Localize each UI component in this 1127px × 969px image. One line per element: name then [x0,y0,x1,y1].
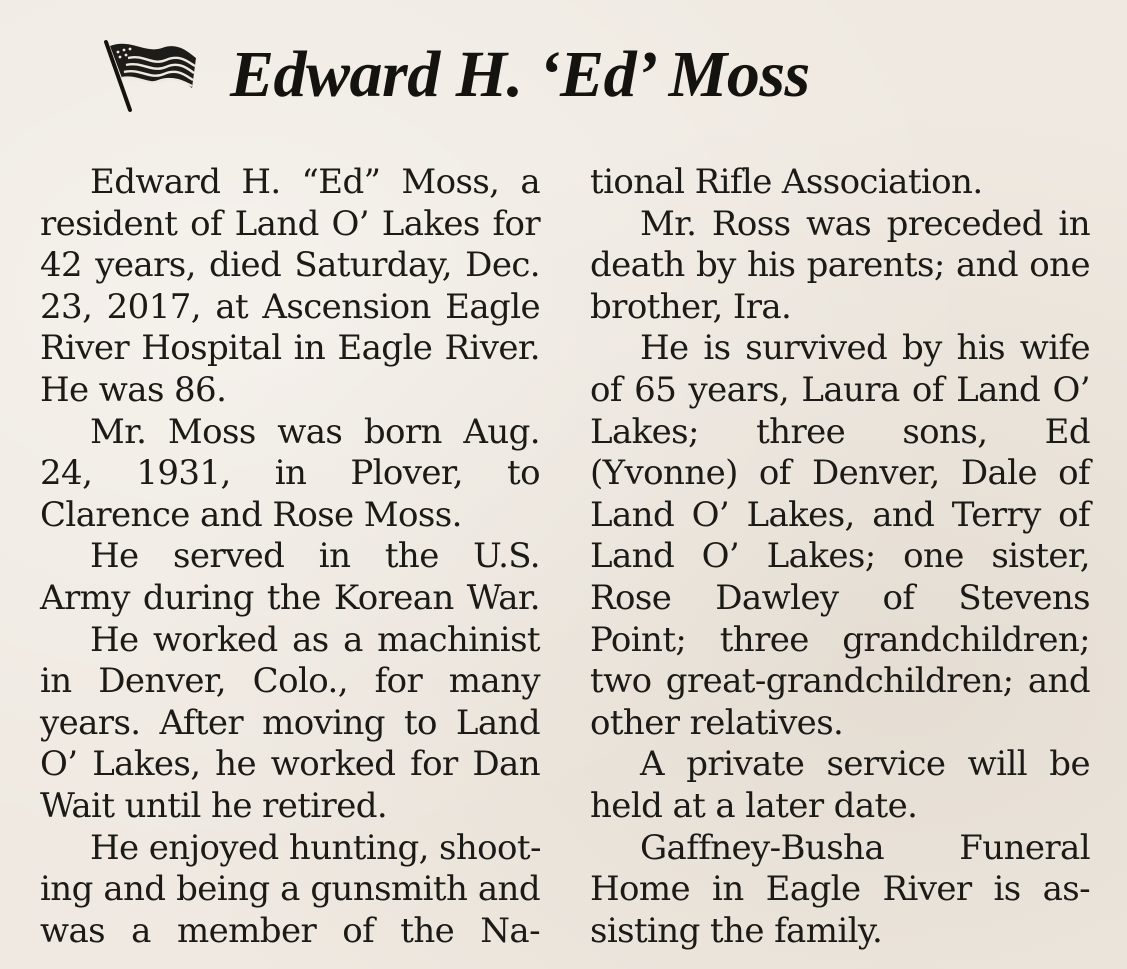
text-line: tional Rifle Association. [590,162,983,202]
text-line: Lakes; three sons, Ed [590,411,1090,452]
text-line: He served in the U.S. [90,536,540,577]
text-column-left [40,162,540,952]
text-line: (Yvonne) of Denver, Dale of [590,453,1090,494]
text-column-right [590,162,1090,952]
text-line: Land O’ Lakes; one sister, [590,536,1090,577]
text-line: Point; three grandchildren; [590,619,1090,660]
text-line: He enjoyed hunting, shoot- [90,827,541,868]
headline [100,30,810,120]
text-line: Home in Eagle River is as- [590,869,1090,910]
text-line: brother, Ira. [590,286,792,327]
text-line: River Hospital in Eagle River. [40,328,540,369]
text-line: sisting the family. [590,910,883,951]
text-line: death by his parents; and one [590,245,1090,286]
text-line: of 65 years, Laura of Land O’ [590,369,1090,410]
text-line: was a member of the Na- [40,910,540,951]
text-line: Mr. Ross was preceded in [640,203,1090,244]
text-line: Clarence and Rose Moss. [40,494,462,535]
text-line: years. After moving to Land [40,702,540,743]
text-line: He was 86. [40,369,227,410]
text-line: two great-grandchildren; and [590,661,1090,702]
text-line: resident of Land O’ Lakes for [40,203,540,244]
text-line: in Denver, Colo., for many [40,661,540,702]
text-line: held at a later date. [590,785,918,826]
text-line: He is survived by his wife [640,328,1090,369]
text-line: ing and being a gunsmith and [40,869,540,910]
text-line: Edward H. “Ed” Moss, a [90,162,540,202]
text-line: Land O’ Lakes, and Terry of [590,494,1090,535]
text-line: 24, 1931, in Plover, to [40,453,540,494]
text-line: Gaffney-Busha Funeral [640,827,1090,868]
text-line: A private service will be [640,744,1090,785]
text-line: He worked as a machinist [90,619,540,660]
text-line: O’ Lakes, he worked for Dan [40,744,540,785]
text-line: 42 years, died Saturday, Dec. [40,245,540,286]
text-line: Army during the Korean War. [40,577,540,618]
text-line: other relatives. [590,702,844,743]
american-flag-icon [100,36,200,114]
text-line: Rose Dawley of Stevens [590,577,1090,618]
text-line: Mr. Moss was born Aug. [90,411,540,452]
obituary-title: Edward H. ‘Ed’ Moss [230,38,810,111]
text-line: Wait until he retired. [40,785,388,826]
text-line: 23, 2017, at Ascension Eagle [40,286,540,327]
